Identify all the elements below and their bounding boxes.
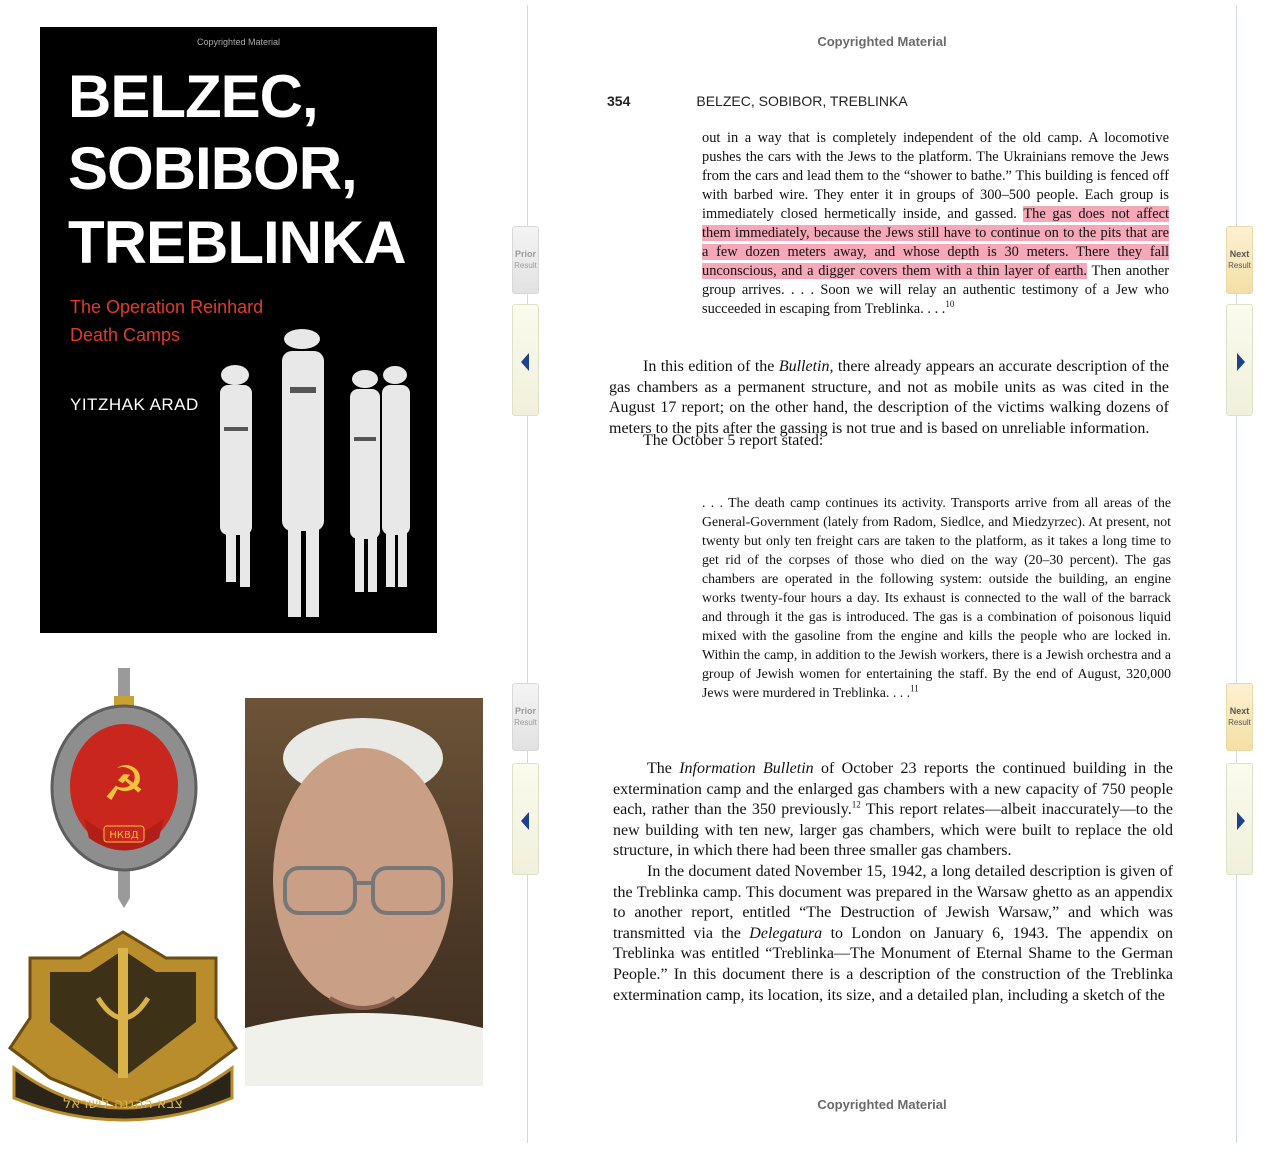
para3-italic: Information Bulletin (679, 760, 814, 777)
chevron-left-icon (521, 353, 529, 371)
quote2-text: . . . The death camp continues its activity. Transports arrive from all areas of the General-Government (lately from Radom, Siedlce, and Miedzyrzec). At present, not twenty but only ten freight cars are taken to the platform, as it takes a long time to get rid of the corpses of those who died on the way (20–30 percent). The gas chambers are operated in the following system: outside the building, an engine works twenty-four hours a day. Its exhaust is connected to the wall of the barrack and through it the gas is introduced. The gas is a combination of poisonous liquid mixed with the gasoline from the engine and kills the people who are locked in. Within the camp, in addition to the Jewish workers, there is a Jewish orchestra and a group of Jewish women for entertaining the staff. By the end of August, 320,000 Jews were murdered in Treblinka. . . . (702, 495, 1171, 700)
book-page-viewer (507, 5, 1257, 1143)
highlighted-passage: The gas does not affect them immediately, because the Jews still have to continue on to the pits that are a few dozen meters away, and whose depth is 30 meters. There they fall unconscious, and a digger covers them with a thin layer of earth. (702, 206, 1169, 279)
cover-subtitle-line-1: The Operation Reinhard (70, 297, 264, 317)
footnote-ref-12: 12 (851, 799, 861, 810)
page-copyright-bottom: Copyrighted Material (817, 1097, 947, 1112)
next-label-2: Next (1229, 706, 1250, 716)
para1-text-cont: there already appears an accurate description of the gas chambers as a permanent structure, and not as mobile units as was cited in the August 17 report; on the other hand, the description of the victims walking dozens of meters to the pits after the gassing is not true and is based on unreliable information. (609, 358, 1170, 437)
chevron-left-icon (521, 812, 529, 830)
quote1-text-end: Then another group arrives. . . . Soon we will relay an authentic testimony of a Jew who succeeded in escaping from Treblinka. . . . (702, 263, 1170, 317)
prior-label: Prior (514, 249, 536, 259)
next-result-button-2[interactable] (1226, 683, 1253, 751)
para4-italic: Delegatura (749, 924, 823, 942)
chevron-right-icon (1237, 353, 1245, 371)
prior-label-2: Prior (514, 706, 536, 716)
nkvd-emblem-text: НКВД (109, 830, 139, 841)
next-result-label: Result (1228, 261, 1251, 270)
para4-text-cont: to London on January 6, 1943. The appendix on Treblinka was entitled “Treblinka—The Monument of Eternal Shame to the German People.” In this document there is a description of the construction of the Treblinka extermination camp, its location, its size, and a detailed plan, including a sketch of the (613, 924, 1174, 1004)
footnote-ref-11: 11 (910, 683, 919, 694)
para3-text-end: This report relates—albeit inaccurately—to the new building with ten new, larger gas chambers, which were built to replace the old structure, in which there had been three smaller gas chambers. (613, 801, 1173, 860)
body-paragraph-1 (609, 357, 1169, 452)
para1-italic: Bulletin, (778, 358, 834, 375)
svg-text:☭: ☭ (102, 756, 146, 812)
cover-copyright: Copyrighted Material (196, 37, 281, 47)
page-number: 354 (607, 93, 631, 109)
cover-author: YITZHAK ARAD (70, 395, 199, 414)
idf-emblem-text: צבא ההגנה לישראל (63, 1096, 183, 1112)
chevron-right-icon (1237, 812, 1245, 830)
next-result-button[interactable] (1226, 226, 1253, 294)
next-page-arrow-2[interactable] (1226, 763, 1253, 875)
footnote-ref-10: 10 (945, 299, 955, 310)
previous-page-arrow-2[interactable] (512, 763, 539, 875)
block-quote-2 (702, 493, 1171, 702)
prior-result-button-2[interactable] (512, 683, 539, 751)
block-quote-1 (702, 129, 1169, 319)
prior-result-label-2: Result (514, 718, 537, 727)
running-head (607, 93, 908, 109)
next-page-arrow[interactable] (1226, 304, 1253, 416)
next-result-label-2: Result (1228, 718, 1251, 727)
portrait-illustration (245, 698, 483, 1086)
book-cover (40, 27, 437, 633)
idf-emblem (6, 928, 240, 1142)
body-paragraph-3 (613, 759, 1173, 1006)
cover-title-line-3: TREBLINKA (68, 209, 406, 276)
previous-page-arrow[interactable] (512, 304, 539, 416)
para1-text: In this edition of the (643, 358, 779, 375)
prior-result-label: Result (514, 261, 537, 270)
cover-title-line-1: BELZEC, (68, 63, 318, 130)
next-label: Next (1229, 249, 1250, 259)
prior-result-button[interactable] (512, 226, 539, 294)
para3-text-cont: of October 23 reports the continued building in the extermination camp and the enlarged gas chambers with a new capacity of 750 people each, rather than the 350 previously. (613, 760, 1173, 819)
para4-text: In the document dated November 15, 1942, a long detailed description is given of the Treblinka camp. This document was prepared in the Warsaw ghetto as an appendix to another report, entitled “The Destruction of Jewish Warsaw,” and which was transmitted via the (613, 862, 1173, 942)
cover-title-line-2: SOBIBOR, (68, 135, 357, 202)
body-paragraph-4 (613, 862, 1173, 1006)
author-portrait (245, 698, 483, 1086)
cover-soldiers-illustration (190, 327, 420, 627)
page-copyright-top: Copyrighted Material (817, 34, 947, 49)
body-paragraph-2: The October 5 report stated: (643, 432, 824, 449)
nkvd-emblem (44, 668, 204, 908)
cover-subtitle-line-2: Death Camps (70, 325, 181, 345)
para3-text: The (647, 760, 680, 777)
quote1-text: out in a way that is completely independent of the old camp. A locomotive pushes the cars with the Jews to the platform. The Ukrainians remove the Jews from the cars and lead them to the “shower to bathe.” This building is fenced off with barbed wire. They enter it in groups of 300–500 people. Each group is immediately closed hermetically inside, and gassed. (702, 130, 1169, 222)
running-head-title: BELZEC, SOBIBOR, TREBLINKA (696, 93, 908, 109)
